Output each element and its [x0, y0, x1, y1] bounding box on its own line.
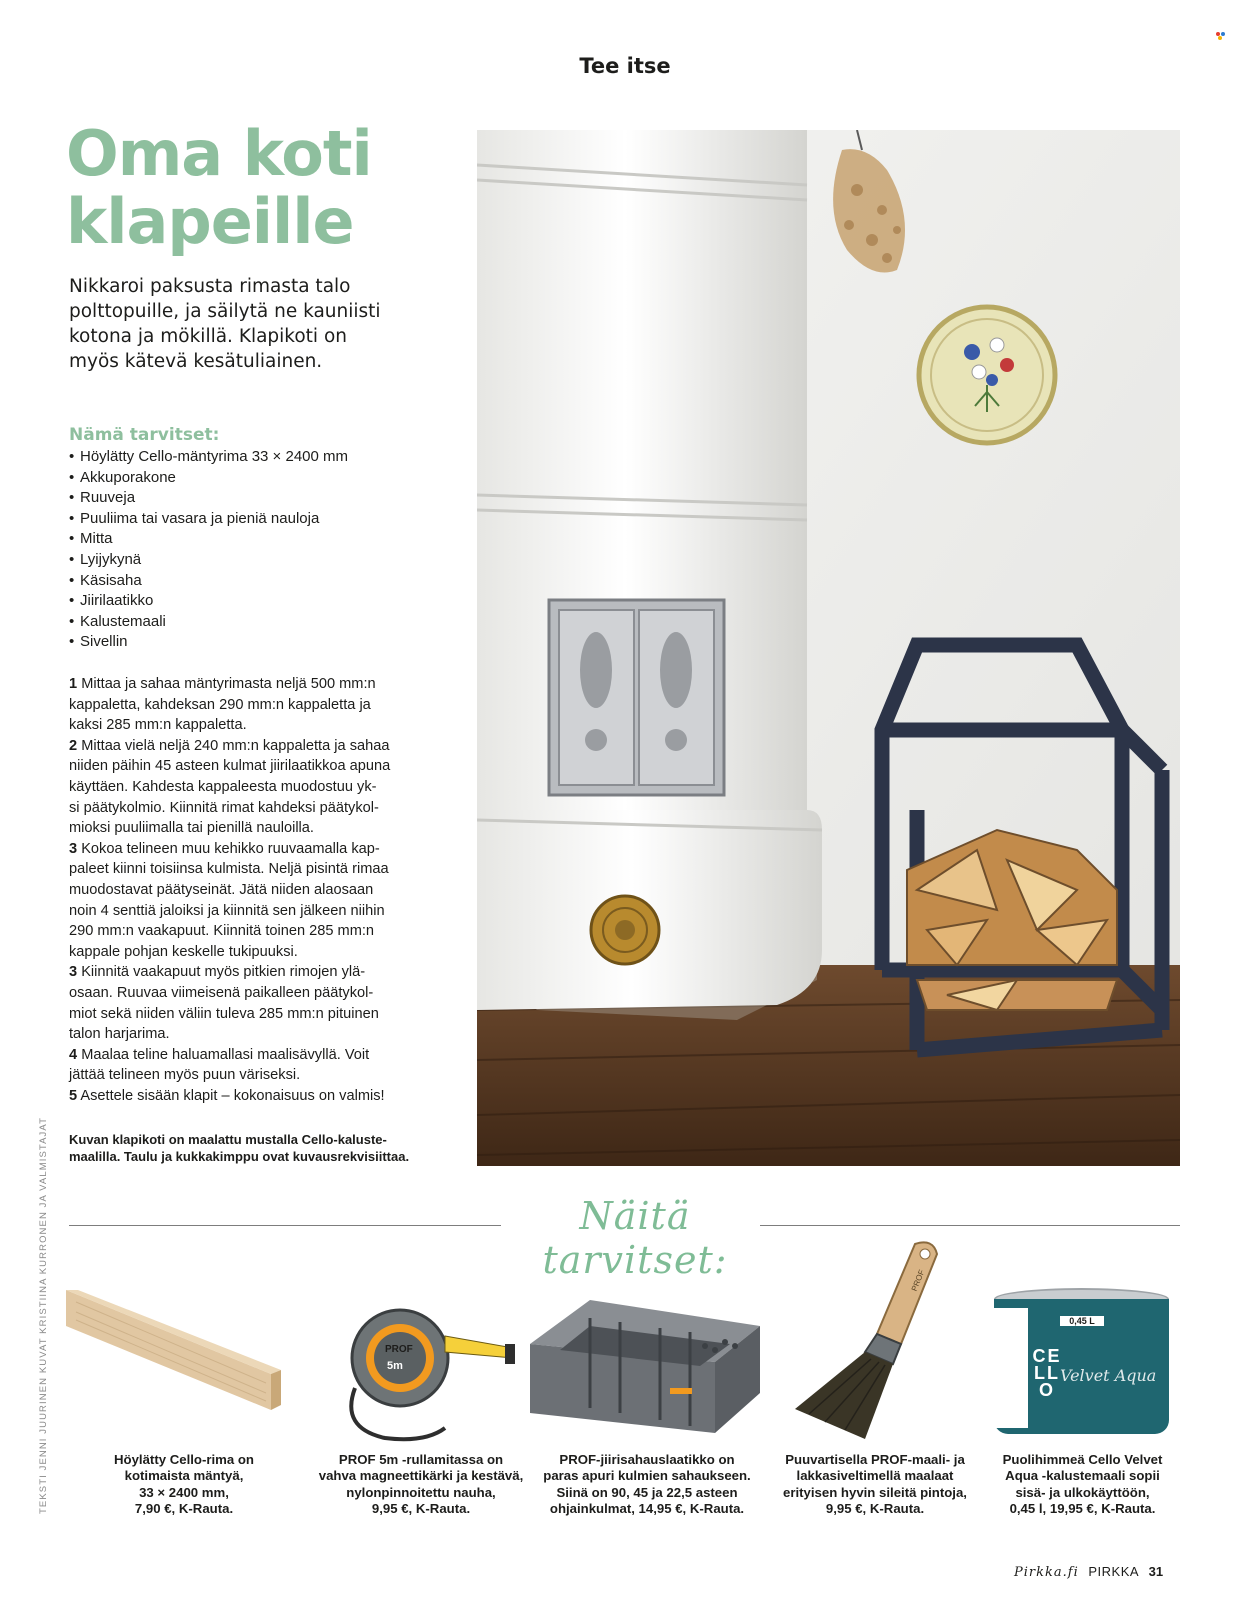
tape-measure-size-label: 5m [387, 1360, 403, 1372]
step-line: paleet kiinni toisiinsa kulmista. Neljä pisintä rimaa [69, 861, 389, 878]
step-line: muodostavat päätyseinät. Jätä niiden alaosaan [69, 881, 374, 898]
step-line: 2 Mittaa vielä neljä 240 mm:n kappaletta ja sahaa [69, 737, 390, 754]
article-intro [69, 274, 399, 374]
section-divider [760, 1225, 1180, 1226]
step-line: osaan. Ruuvaa viimeisenä paikalleen päätykol- [69, 984, 374, 1001]
footer-magazine: PIRKKA [1088, 1564, 1140, 1579]
product-caption-mitre-box: PROF-jiirisahauslaatikko on paras apuri kulmien sahaukseen. Siinä on 90, 45 ja 22,5 asteen ohjainkulmat, 14,95 €, K-Rauta. [543, 1452, 751, 1517]
page-number: 31 [1148, 1564, 1164, 1579]
step-line: noin 4 senttiä jaloiksi ja kiinnitä sen jälkeen niihin [69, 902, 385, 919]
step-line: 3 Kokoa telineen muu kehikko ruuvaamalla kap- [69, 840, 380, 857]
step-line: 290 mm:n vaakapuut. Kiinnitä toinen 285 mm:n [69, 923, 375, 940]
step-line: talon harjarima. [69, 1026, 170, 1043]
product-caption-pine-batten: Höylätty Cello-rima on kotimaista mäntyä, 33 × 2400 mm, 7,90 €, K-Rauta. [114, 1452, 254, 1517]
step-line: 3 Kiinnitä vaakapuut myös pitkien rimojen ylä- [69, 964, 366, 981]
step-line: 4 Maalaa teline haluamallasi maalisävyllä. Voit [69, 1046, 370, 1063]
step-line: jättää telineen myös puun väriseksi. [69, 1067, 301, 1084]
step-line: 1 Mittaa ja sahaa mäntyrimasta neljä 500 mm:n [69, 676, 376, 692]
material-item: • Puuliima tai vasara ja pieniä nauloja [69, 509, 320, 527]
material-item: • Sivellin [69, 633, 128, 651]
caption-line: Kuvan klapikoti on maalattu mustalla Cello-kaluste- [69, 1132, 387, 1147]
intro-line: polttopuille, ja säilytä ne kauniisti [69, 301, 381, 322]
product-caption-paint-can: Puolihimmeä Cello Velvet Aqua -kalustemaali sopii sisä- ja ulkokäyttöön, 0,45 l, 19,95 €, K-Rauta. [1002, 1452, 1163, 1517]
materials-list [69, 447, 429, 653]
photo-caption [69, 1131, 449, 1165]
title-line: klapeille [66, 185, 354, 258]
product-caption-tape-measure: PROF 5m -rullamitassa on vahva magneettikärki ja kestävä, nylonpinnoitettu nauha, 9,95 €, K-Rauta. [318, 1452, 524, 1517]
section-divider [69, 1225, 501, 1226]
brush-brand-label: PROF [909, 1268, 927, 1293]
title-line: Oma koti [66, 117, 372, 190]
main-photo [477, 130, 1180, 1166]
tape-measure-brand-label: PROF [385, 1344, 413, 1355]
product-pine-batten-image [66, 1290, 281, 1440]
paint-can-volume: 0,45 L [1060, 1316, 1104, 1326]
product-paint-brush-image [795, 1234, 965, 1449]
step-line: käyttäen. Kahdesta kappaleesta muodostuu yk- [69, 778, 377, 795]
step-line: kappaletta, kahdeksan 290 mm:n kappaletta ja [69, 696, 371, 713]
footer-site: Pirkka.fi [1014, 1565, 1079, 1580]
credit-line: TEKSTI JENNI JUURINEN KUVAT KRISTIINA KURRONEN JA VALMISTAJAT [38, 1116, 49, 1514]
material-item: • Kalustemaali [69, 612, 166, 630]
paint-can-label-panel [994, 1308, 1028, 1428]
caption-line: maalilla. Taulu ja kukkakimppu ovat kuvausrekvisiittaa. [69, 1149, 410, 1164]
product-tape-measure-image [345, 1308, 520, 1448]
material-item: • Käsisaha [69, 571, 142, 589]
step-line: kaksi 285 mm:n kappaletta. [69, 717, 247, 734]
section-label: Tee itse [579, 54, 671, 78]
paint-can-product-name: Velvet Aqua [1060, 1366, 1157, 1385]
step-line: miot sekä niiden väliin tuleva 285 mm:n pituinen [69, 1005, 379, 1022]
intro-line: myös kätevä kesätuliainen. [69, 351, 323, 372]
step-line: 5 Asettele sisään klapit – kokonaisuus on valmis! [69, 1087, 385, 1104]
product-mitre-box-image [530, 1288, 760, 1438]
intro-line: kotona ja mökillä. Klapikoti on [69, 326, 347, 347]
step-line: niiden päihin 45 asteen kulmat jiirilaatikkoa apuna [69, 758, 391, 775]
decorative-dots [1216, 32, 1228, 40]
instruction-steps [69, 674, 439, 1106]
intro-line: Nikkaroi paksusta rimasta talo [69, 276, 351, 297]
page-footer [1014, 1564, 1184, 1580]
material-item: • Mitta [69, 530, 113, 548]
step-line: mioksi puuliimalla tai pienillä nauloilla. [69, 820, 314, 837]
materials-heading: Nämä tarvitset: [69, 425, 220, 445]
material-item: • Ruuveja [69, 489, 136, 507]
material-item: • Höylätty Cello-mäntyrima 33 × 2400 mm [69, 448, 349, 465]
step-line: si päätykolmio. Kiinnitä rimat kahdeksi päätykol- [69, 799, 379, 816]
material-item: • Lyijykynä [69, 550, 142, 568]
products-heading: Näitä tarvitset: [542, 1194, 728, 1282]
article-title [66, 117, 446, 258]
product-paint-can-image [994, 1288, 1169, 1438]
paint-can-brand: CELLO [1032, 1346, 1062, 1400]
step-line: kappale pohjan keskelle tukipuuksi. [69, 943, 298, 960]
product-caption-paint-brush: Puuvartisella PROF-maali- ja lakkasiveltimellä maalaat erityisen hyvin sileitä pintoja, 9,95 €, K-Rauta. [783, 1452, 967, 1517]
material-item: • Akkuporakone [69, 468, 176, 486]
material-item: • Jiirilaatikko [69, 592, 154, 610]
